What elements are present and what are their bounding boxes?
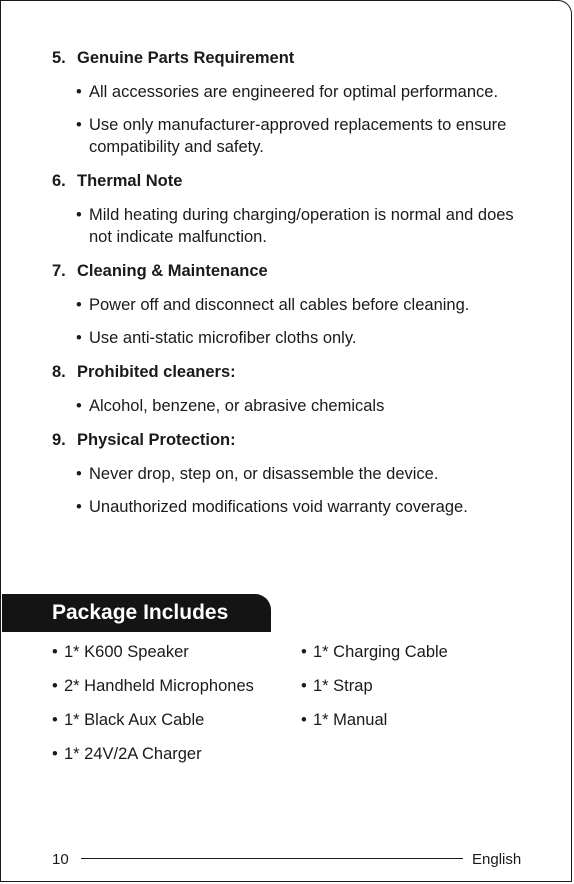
page-number: 10 — [52, 851, 69, 868]
bullet-icon: • — [301, 643, 307, 661]
section-number: 8. — [52, 363, 66, 381]
list-item-text: Power off and disconnect all cables before cleaning. — [89, 296, 470, 314]
list-item-text: Alcohol, benzene, or abrasive chemicals — [89, 397, 385, 415]
bullet-icon: • — [301, 677, 307, 695]
bullet-icon: • — [76, 83, 82, 101]
bullet-icon: • — [52, 643, 58, 661]
list-item — [52, 204, 532, 248]
section-physical-protection — [52, 429, 532, 518]
section-title: Thermal Note — [77, 172, 183, 190]
bullet-icon: • — [76, 296, 82, 314]
footer-language: English — [472, 851, 522, 868]
instruction-sections — [52, 47, 532, 518]
list-item-text: Use only manufacturer-approved replacements to ensure compatibility and safety. — [89, 116, 507, 156]
list-item-text: Mild heating during charging/operation is normal and does not indicate malfunction. — [89, 206, 514, 246]
list-item-text: Never drop, step on, or disassemble the device. — [89, 465, 439, 483]
section-prohibited-cleaners — [52, 361, 532, 417]
section-title: Physical Protection: — [77, 431, 236, 449]
package-item — [301, 675, 448, 709]
bullet-icon: • — [76, 498, 82, 516]
section-number: 6. — [52, 172, 66, 190]
package-item-text: 1* Strap — [313, 677, 373, 695]
package-item-text: 1* Black Aux Cable — [64, 711, 205, 729]
package-item-text: 1* K600 Speaker — [64, 643, 189, 661]
package-item — [52, 743, 254, 777]
package-item — [52, 641, 254, 675]
bullet-icon: • — [76, 116, 82, 134]
package-includes-banner — [2, 594, 271, 632]
list-item-text: Unauthorized modifications void warranty coverage. — [89, 498, 468, 516]
footer-divider — [81, 858, 463, 859]
bullet-icon: • — [52, 677, 58, 695]
bullet-icon: • — [76, 465, 82, 483]
package-item — [301, 709, 448, 743]
package-item — [301, 641, 448, 675]
list-item — [52, 294, 532, 316]
bullet-icon: • — [76, 329, 82, 347]
list-item-text: Use anti-static microfiber cloths only. — [89, 329, 357, 347]
list-item — [52, 81, 532, 103]
package-item-text: 2* Handheld Microphones — [64, 677, 254, 695]
section-cleaning — [52, 260, 532, 349]
section-heading — [52, 361, 532, 383]
list-item-text: All accessories are engineered for optimal performance. — [89, 83, 499, 101]
package-list-left — [52, 641, 254, 777]
section-heading — [52, 260, 532, 282]
list-item — [52, 496, 532, 518]
section-number: 5. — [52, 49, 66, 67]
package-list-right — [301, 641, 448, 743]
package-item — [52, 675, 254, 709]
section-thermal-note — [52, 170, 532, 248]
section-heading — [52, 429, 532, 451]
bullet-icon: • — [76, 206, 82, 224]
list-item — [52, 463, 532, 485]
section-genuine-parts — [52, 47, 532, 158]
package-includes-title: Package Includes — [52, 601, 229, 624]
section-heading — [52, 170, 532, 192]
section-number: 9. — [52, 431, 66, 449]
package-item-text: 1* Charging Cable — [313, 643, 448, 661]
bullet-icon: • — [52, 711, 58, 729]
list-item — [52, 395, 532, 417]
section-heading — [52, 47, 532, 69]
section-title: Prohibited cleaners: — [77, 363, 236, 381]
package-item — [52, 709, 254, 743]
package-item-text: 1* Manual — [313, 711, 388, 729]
list-item — [52, 327, 532, 349]
section-title: Genuine Parts Requirement — [77, 49, 295, 67]
list-item — [52, 114, 532, 158]
package-item-text: 1* 24V/2A Charger — [64, 745, 202, 763]
section-number: 7. — [52, 262, 66, 280]
bullet-icon: • — [52, 745, 58, 763]
section-title: Cleaning & Maintenance — [77, 262, 268, 280]
bullet-icon: • — [76, 397, 82, 415]
bullet-icon: • — [301, 711, 307, 729]
